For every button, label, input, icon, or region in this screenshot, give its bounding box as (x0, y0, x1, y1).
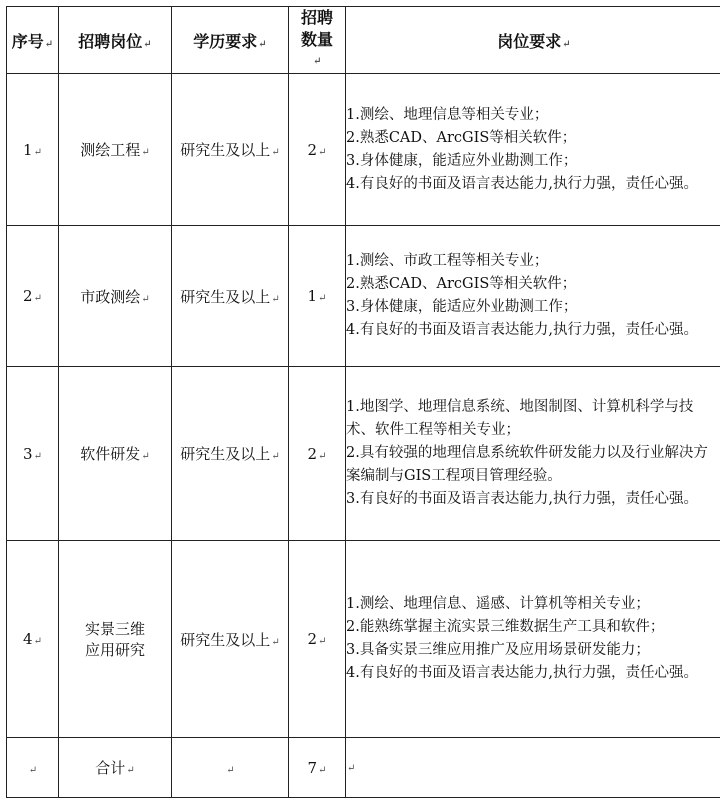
table-row (7, 226, 720, 367)
cell-position: 软件研发↵ (59, 367, 172, 541)
table-row (7, 367, 720, 541)
cell-requirements-empty: ↵ (346, 738, 720, 798)
cell-education: 研究生及以上↵ (172, 541, 289, 738)
cell-education: 研究生及以上↵ (172, 367, 289, 541)
header-education: 学历要求↵ (172, 7, 289, 74)
cell-seq: 4↵ (7, 541, 59, 738)
cell-position: 市政测绘↵ (59, 226, 172, 367)
cell-count: 1↵ (289, 226, 346, 367)
cell-seq: 3↵ (7, 367, 59, 541)
cell-seq-empty: ↵ (7, 738, 59, 798)
cell-seq: 2↵ (7, 226, 59, 367)
table-row (7, 541, 720, 738)
cell-requirements: 1.测绘、市政工程等相关专业； 2.熟悉CAD、ArcGIS等相关软件； 3.身体健康，能适应外业勘测工作； 4.有良好的书面及语言表达能力,执行力强，责任心强。 (346, 226, 720, 367)
cell-education: 研究生及以上↵ (172, 226, 289, 367)
cell-count: 2↵ (289, 74, 346, 226)
recruitment-table (6, 6, 720, 798)
cell-count: 2↵ (289, 541, 346, 738)
total-row (7, 738, 720, 798)
cell-position: 实景三维 应用研究 (59, 541, 172, 738)
cell-requirements: 1.测绘、地理信息、遥感、计算机等相关专业； 2.能熟练掌握主流实景三维数据生产工具和软件； 3.具备实景三维应用推广及应用场景研发能力； 4.有良好的书面及语言表达能力,执行力强，责任心强。 (346, 541, 720, 738)
cell-position: 测绘工程↵ (59, 74, 172, 226)
total-count: 7↵ (289, 738, 346, 798)
header-row (7, 7, 720, 74)
total-label: 合计↵ (59, 738, 172, 798)
cell-education-empty: ↵ (172, 738, 289, 798)
header-requirements: 岗位要求↵ (346, 7, 720, 74)
table-row (7, 74, 720, 226)
header-seq: 序号↵ (7, 7, 59, 74)
cell-education: 研究生及以上↵ (172, 74, 289, 226)
cell-seq: 1↵ (7, 74, 59, 226)
cell-requirements: 1.测绘、地理信息等相关专业； 2.熟悉CAD、ArcGIS等相关软件； 3.身体健康，能适应外业勘测工作； 4.有良好的书面及语言表达能力,执行力强，责任心强。 (346, 74, 720, 226)
cell-requirements: 1.地图学、地理信息系统、地图制图、计算机科学与技术、软件工程等相关专业； 2.具有较强的地理信息系统软件研发能力以及行业解决方案编制与GIS工程项目管理经验。 3.有良好的书面及语言表达能力,执行力强，责任心强。 (346, 367, 720, 541)
header-count: 招聘 数量 ↵ (289, 7, 346, 74)
cell-count: 2↵ (289, 367, 346, 541)
header-position: 招聘岗位↵ (59, 7, 172, 74)
